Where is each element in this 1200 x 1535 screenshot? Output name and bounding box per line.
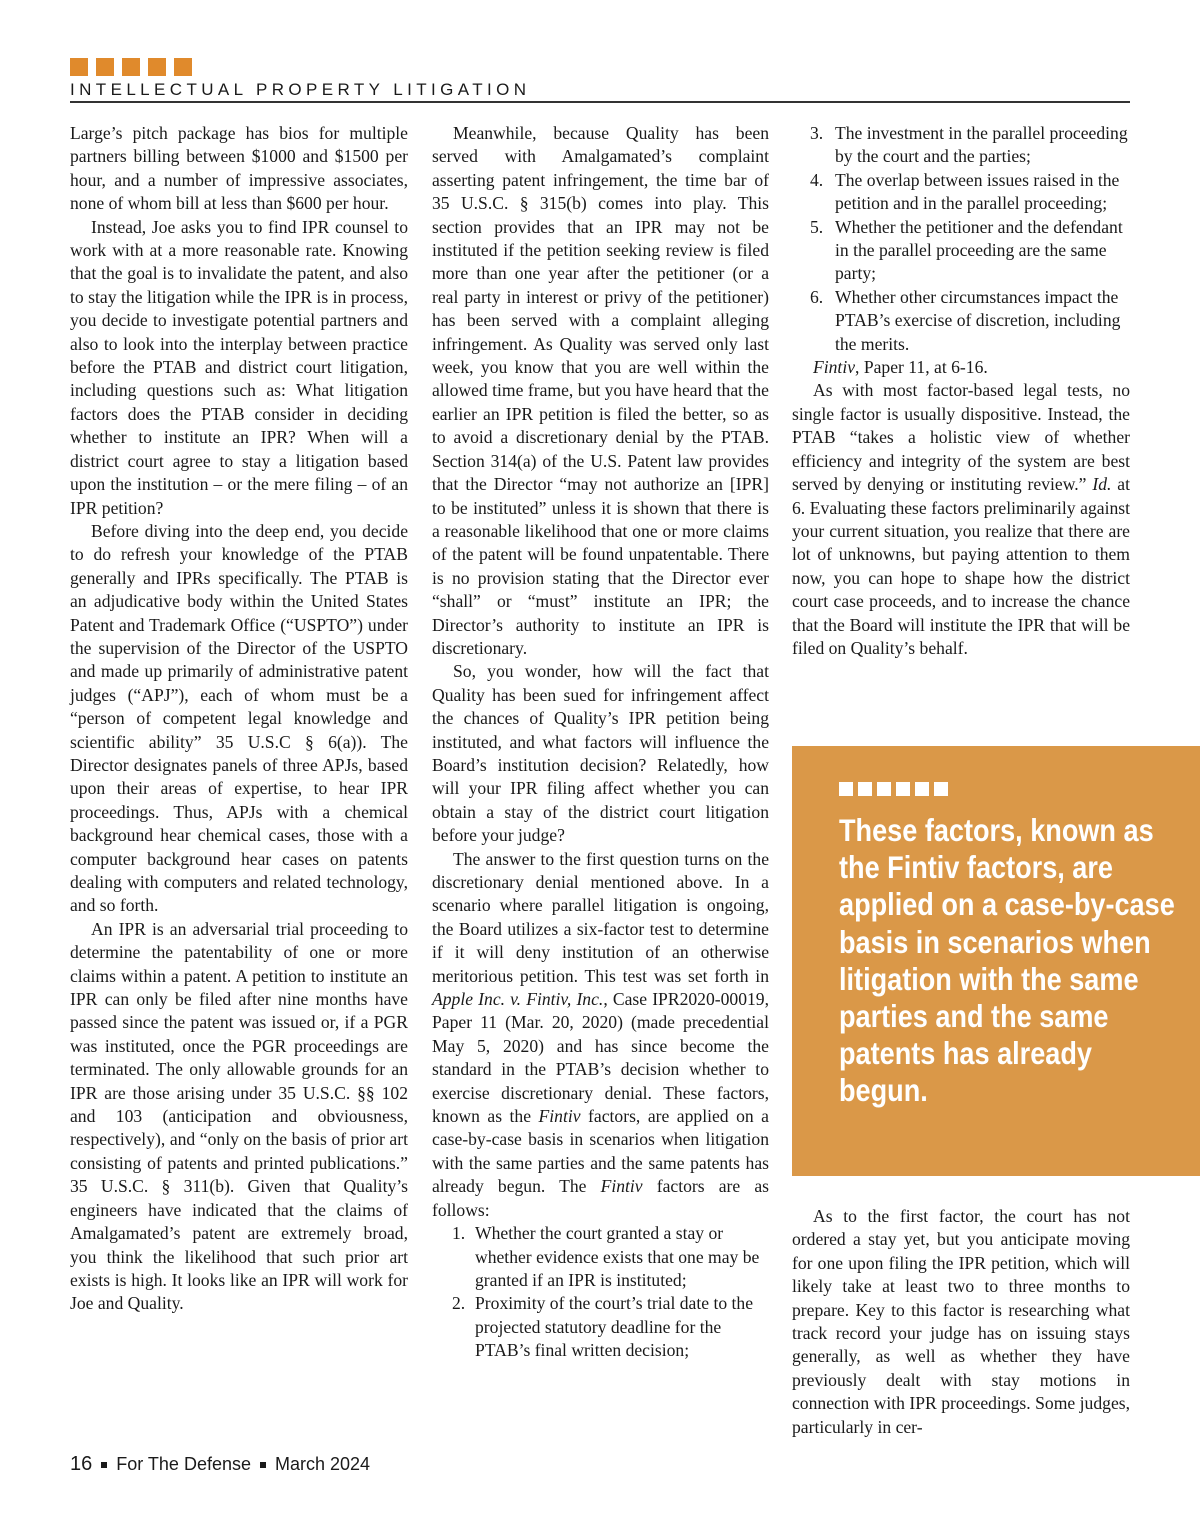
pull-quote [792,746,1200,1176]
paragraph: As to the first factor, the court has not ordered a stay yet, but you anticipate moving for one upon filing the IPR petition, which will likely take at least two to three months to prepare. Key to this factor is researching what track record your judge has on issuing stays generally, as well as whether they have previously dealt with stay motions in connection with IPR proceedings. Some judges, particularly in cer- [792,1206,1130,1437]
paragraph: Before diving into the deep end, you decide to do refresh your knowledge of the PTAB generally and IPRs specifically. The PTAB is an adjudicative body within the United States Patent and Trademark Office (“USPTO”) under the supervision of the Director of the USPTO and made up primarily of administrative patent judges (“APJ”), each of whom must be a “person of competent legal knowledge and scientific ability” 35 U.S.C § 6(a)). The Director designates panels of three APJs, based upon their areas of expertise, to hear IPR proceedings. Thus, APJs with a chemical background hear chemical cases, those with a computer background hear cases on patents dealing with computers and related technology, and so forth. [70,520,408,916]
text-run: , Paper 11, at 6-16. [855,357,988,378]
list-number: 1. [452,1223,466,1244]
section-label: INTELLECTUAL PROPERTY LITIGATION [70,80,531,99]
case-name: Apple Inc. v. Fintiv, Inc. [432,989,604,1010]
square-decoration [839,782,853,796]
list-item [792,216,1130,286]
text-run: As with most factor-based legal tests, no single factor is usually dispositive. Instead, the PTAB “takes a holistic view of whether efficiency and integrity of the system are best served by denying or instituting review.” [792,380,1130,495]
page-number: 16 [70,1453,93,1475]
square-decoration [858,782,872,796]
separator-dot [101,1462,107,1468]
citation [792,356,1130,379]
citation-id: Id. [1092,474,1112,495]
square-decoration [96,58,114,76]
header-rule [70,101,1130,103]
case-name: Fintiv [538,1106,581,1127]
list-text: Whether the petitioner and the defendant in the parallel proceeding are the same party; [835,216,1123,284]
list-number: 6. [810,286,824,307]
list-item [432,1222,769,1292]
text-run: The answer to the first question turns on the discretionary denial mentioned above. In a scenario where parallel litigation is ongoing, the Board utilizes a six-factor test to determine if it will deny institution of an otherwise meritorious petition. This test was set forth in [432,848,769,986]
square-decoration [70,58,88,76]
list-item [432,1292,769,1362]
article-column-3-bottom [792,1205,1130,1439]
text-run: , Case IPR2020-00019, Paper 11 (Mar. 20, 2020) (made precedential May 5, 2020) and has since become the standard in the PTAB’s decision whether to exercise discretionary denial. These factors, known as the [432,989,770,1127]
article-column-3-top [792,122,1130,660]
paragraph [432,848,769,1223]
list-text: Proximity of the court’s trial date to the projected statutory deadline for the PTAB’s final written decision; [475,1293,754,1361]
square-decoration [915,782,929,796]
separator-dot [260,1462,266,1468]
list-item [792,122,1130,169]
square-decoration [122,58,140,76]
list-text: Whether other circumstances impact the PTAB’s exercise of discretion, including the merits. [835,286,1121,354]
list-text: The overlap between issues raised in the petition and in the parallel proceeding; [835,169,1120,214]
paragraph: So, you wonder, how will the fact that Quality has been sued for infringement affect the chances of Quality’s IPR petition being instituted, and what factors will influence the Board’s institution decision? Relatedly, how will your IPR filing affect whether you can obtain a stay of the district court litigation before your judge? [432,661,769,846]
square-decoration [877,782,891,796]
fintiv-factors-list [432,1222,769,1362]
pull-quote-squares-decoration [839,782,948,796]
paragraph: Instead, Joe asks you to find IPR counsel to work with at a more reasonable rate. Knowing that the goal is to invalidate the patent, and also to stay the litigation while the IPR is in process, you decide to investigate potential partners and also to look into the interplay between practice before the PTAB and district court litigation, including questions such as: What litigation factors does the PTAB consider in deciding whether to institute an IPR? When will a district court agree to stay a litigation based upon the institution – or the mere filing – of an IPR petition? [70,216,408,518]
square-decoration [174,58,192,76]
list-number: 5. [810,216,824,237]
list-text: Whether the court granted a stay or whether evidence exists that one may be granted if an IPR is instituted; [475,1223,760,1290]
square-decoration [148,58,166,76]
paragraph: Meanwhile, because Quality has been served with Amalgamated’s complaint asserting patent infringement, the time bar of 35 U.S.C. § 315(b) comes into play. This section provides that an IPR may not be instituted if the petition seeking review is filed more than one year after the petitioner (or a real party in interest or privy of the petitioner) has been served with a complaint alleging infringement. As Quality was served only last week, you know that you are well within the allowed time frame, but you have heard that the earlier an IPR petition is filed the better, so as to avoid a discretionary denial by the PTAB. Section 314(a) of the U.S. Patent law provides that the Director “may not authorize an [IPR] to be instituted” unless it is shown that there is a reasonable likelihood that one or more claims of the patent will be found unpatentable. There is no provision stating that the Director ever “shall” or “must” institute an IPR; the Director’s authority to institute an IPR is discretionary. [432,123,769,658]
fintiv-factors-list-continued [792,122,1130,356]
text-run: factors, are applied on a case-by-case basis in scenarios when litigation with the same parties and the same patents has already begun. The [432,1106,769,1197]
list-item [792,169,1130,216]
issue-date: March 2024 [275,1454,371,1474]
paragraph [792,379,1130,660]
list-number: 4. [810,169,824,190]
case-name: Fintiv [600,1176,643,1197]
page-footer [70,1453,370,1476]
paragraph: An IPR is an adversarial trial proceeding to determine the patentability of one or more claims within a patent. A petition to institute an IPR can only be filed after nine months have passed since the patent was issued or, if a PGR was instituted, once the PGR proceedings are terminated. The only allowable grounds for an IPR are those arising under 35 U.S.C. §§ 102 and 103 (anticipation and obviousness, respectively), and “only on the basis of prior art consisting of patents and printed publications.” 35 U.S.C. § 311(b). Given that Quality’s engineers have indicated that the claims of Amalgamated’s patent are extremely broad, you think the likelihood that such prior art exists is high. It looks like an IPR will work for Joe and Quality. [70,918,408,1314]
paragraph: Large’s pitch package has bios for multiple partners billing between $1000 and $1500 per hour, and a number of impressive associates, none of whom bill at less than $600 per hour. [70,123,408,214]
text-run: at 6. Evaluating these factors preliminarily against your current situation, you realize that there are lot of unknowns, but paying attention to them now, you can hope to shape how the district court case proceeds, and to increase the chance that the Board will institute the IPR that will be filed on Quality’s behalf. [792,474,1130,658]
square-decoration [896,782,910,796]
publication-name: For The Defense [116,1454,251,1474]
list-item [792,286,1130,356]
text-run: factors are as follows: [432,1176,769,1220]
list-number: 2. [452,1293,466,1314]
article-column-2 [432,122,769,1363]
header-squares-decoration [70,58,192,76]
list-number: 3. [810,123,824,143]
case-name: Fintiv [813,357,856,378]
pull-quote-text: These factors, known as the Fintiv factors, are applied on a case-by-case basis in scenarios when litigation with the same parties and the same patents has already begun. [839,812,1175,1109]
list-text: The investment in the parallel proceeding by the court and the parties; [835,123,1128,167]
article-column-1 [70,122,408,1316]
square-decoration [934,782,948,796]
